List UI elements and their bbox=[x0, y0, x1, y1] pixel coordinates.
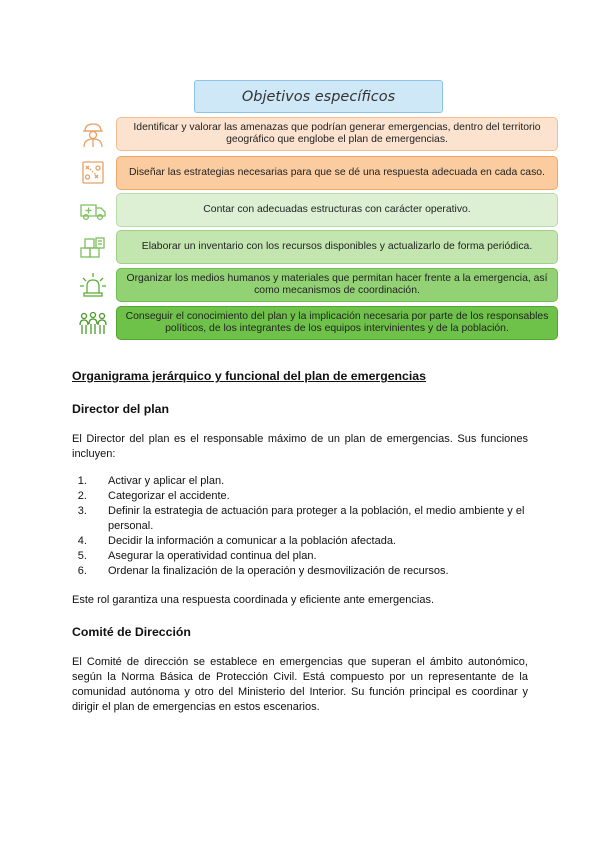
firefighter-icon bbox=[78, 120, 108, 148]
objective-text-4: Elaborar un inventario con los recursos disponibles y actualizarlo de forma periódica. bbox=[116, 230, 558, 264]
director-intro: El Director del plan es el responsable máximo de un plan de emergencias. Sus funciones incluyen: bbox=[72, 433, 528, 460]
director-functions-list bbox=[72, 474, 546, 579]
objective-row-2 bbox=[76, 156, 560, 190]
list-item: 5. Asegurar la operatividad continua del plan. bbox=[90, 549, 546, 564]
objective-text-2: Diseñar las estrategias necesarias para que se dé una respuesta adecuada en cada caso. bbox=[116, 156, 558, 190]
objective-text-5: Organizar los medios humanos y materiales que permitan hacer frente a la emergencia, así como mecanismos de coordinación. bbox=[116, 268, 558, 302]
ambulance-icon bbox=[78, 196, 108, 224]
objectives-infographic bbox=[76, 78, 560, 344]
list-item: 3. Definir la estrategia de actuación para proteger a la población, el medio ambiente y el personal. bbox=[90, 504, 546, 534]
list-item: 6. Ordenar la finalización de la operación y desmovilización de recursos. bbox=[90, 564, 546, 579]
objective-row-6 bbox=[76, 306, 560, 340]
list-item: 4. Decidir la información a comunicar a la población afectada. bbox=[90, 534, 546, 549]
strategy-board-icon bbox=[78, 159, 108, 187]
director-heading: Director del plan bbox=[72, 402, 170, 416]
list-item: 2. Categorizar el accidente. bbox=[90, 489, 546, 504]
objective-row-3 bbox=[76, 193, 560, 227]
committee-body: El Comité de dirección se establece en emergencias que superan el ámbito autonómico, según la Norma Básica de Protección Civil. Está compuesto por un representante de la comunidad autónoma y otro del Ministerio del Interior. Su función principal es coordinar y dirigir el plan de emergencias en estos escenarios. bbox=[72, 656, 528, 713]
list-item: 1. Activar y aplicar el plan. bbox=[90, 474, 546, 489]
siren-light-icon bbox=[78, 271, 108, 299]
infographic-title: Objetivos específicos bbox=[194, 80, 443, 113]
objective-row-1 bbox=[76, 117, 560, 151]
objective-row-5 bbox=[76, 268, 560, 302]
section-title: Organigrama jerárquico y funcional del plan de emergencias bbox=[72, 369, 426, 383]
director-closing: Este rol garantiza una respuesta coordinada y eficiente ante emergencias. bbox=[72, 594, 434, 606]
objective-text-6: Conseguir el conocimiento del plan y la implicación necesaria por parte de los responsables políticos, de los integrantes de los equipos intervinientes y de la población. bbox=[116, 306, 558, 340]
inventory-boxes-icon bbox=[78, 233, 108, 261]
objective-text-1: Identificar y valorar las amenazas que podrían generar emergencias, dentro del territorio geográfico que englobe el plan de emergencias. bbox=[116, 117, 558, 151]
committee-heading: Comité de Dirección bbox=[72, 625, 191, 639]
objective-row-4 bbox=[76, 230, 560, 264]
team-people-icon bbox=[78, 309, 108, 337]
objective-text-3: Contar con adecuadas estructuras con carácter operativo. bbox=[116, 193, 558, 227]
